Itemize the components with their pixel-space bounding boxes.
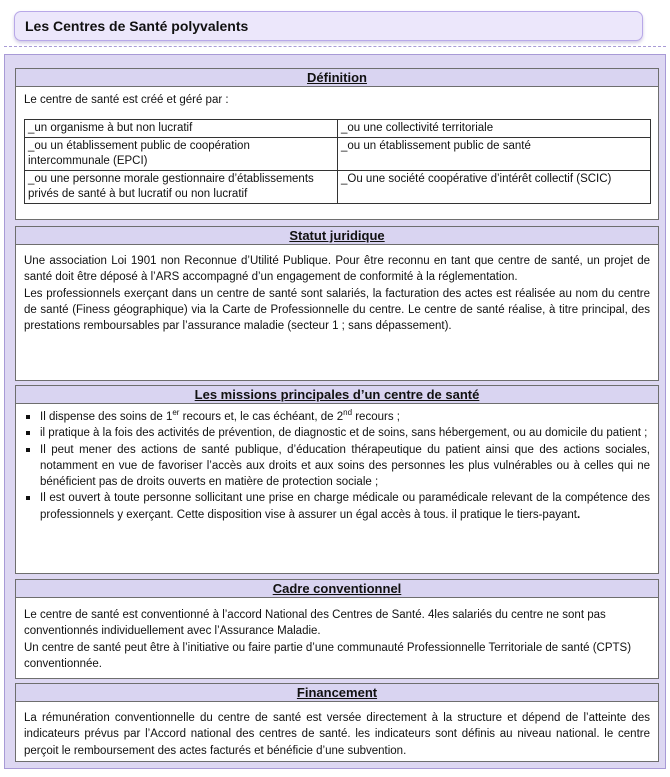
list-item: Il peut mener des actions de santé publique, d’éducation thérapeutique du patient ainsi que des actions sociales, notamment en vue de favoriser l’accès aux droits et aux soins des personnes les plus vulnérables ou à celles qui ne bénéficient pas de droits ouverts en matière de protection sociale ; (24, 442, 650, 491)
section-definition (15, 68, 659, 220)
missions-list-wrap (24, 409, 650, 523)
financement-text (24, 710, 650, 759)
section-header (16, 69, 658, 87)
table-cell: _ou une collectivité territoriale (338, 120, 651, 138)
organism-table (24, 119, 651, 204)
section-heading: Les missions principales d’un centre de santé (194, 387, 480, 402)
dashed-divider (4, 46, 666, 47)
section-heading: Financement (296, 685, 378, 700)
table-cell: _Ou une société coopérative d’intérêt collectif (SCIC) (338, 171, 651, 204)
cadre-paragraph-2: Un centre de santé peut être à l’initiative ou faire partie d’une communauté Professionnelle Territoriale de santé (CPTS) conventionnée. (24, 641, 632, 670)
table-row (25, 171, 651, 204)
missions-list (24, 409, 650, 523)
table-cell: _ou une personne morale gestionnaire d’établissements privés de santé à but lucratif ou non lucratif (25, 171, 338, 204)
section-statut-juridique (15, 226, 659, 381)
section-heading: Statut juridique (289, 228, 385, 243)
cadre-paragraph-1: Le centre de santé est conventionné à l’accord National des Centres de Santé. 4les salariés du centre ne sont pas conventionnés individuellement avec l’Assurance Maladie. (24, 609, 606, 638)
table-row (25, 120, 651, 138)
list-item: Il dispense des soins de 1er recours et, le cas échéant, de 2nd recours ; (24, 409, 650, 425)
page-title-bar (14, 11, 643, 41)
table-row (25, 138, 651, 171)
bullet-icon (26, 448, 30, 452)
cadre-text (24, 607, 650, 672)
list-item: il pratique à la fois des activités de prévention, de diagnostic et de soins, sans hébergement, ou au domicile du patient ; (24, 425, 650, 441)
section-cadre-conventionnel (15, 579, 659, 679)
statut-text (24, 253, 650, 334)
bullet-icon (26, 431, 30, 435)
section-heading: Définition (307, 70, 367, 85)
section-header (16, 684, 658, 702)
table-cell: _ou un établissement public de santé (338, 138, 651, 171)
bullet-icon (26, 415, 30, 419)
statut-paragraph-1: Une association Loi 1901 non Reconnue d’Utilité Publique. Pour être reconnu en tant que centre de santé, un projet de santé doit être déposé à l’ARS accompagné d’un engagement de conformité à la réglementation. (24, 255, 650, 284)
page-title: Les Centres de Santé polyvalents (25, 18, 249, 34)
section-missions (15, 385, 659, 574)
content-frame (4, 54, 666, 769)
section-header (16, 580, 658, 598)
section-header (16, 386, 658, 404)
statut-paragraph-2: Les professionnels exerçant dans un centre de santé sont salariés, la facturation des actes est réalisée au nom du centre de santé (Finess géographique) via la Carte de Professionnelle du centre. Le centre de santé réalise, à titre principal, des prestations remboursables par l’assurance maladie (secteur 1 ; sans dépassement). (24, 287, 650, 333)
section-header (16, 227, 658, 245)
table-cell: _un organisme à but non lucratif (25, 120, 338, 138)
list-item: Il est ouvert à toute personne sollicitant une prise en charge médicale ou paramédicale relevant de la compétence des professionnels y exerçant. Cette disposition vise à assurer un égal accès à tous. il pratique le tiers-payant. (24, 490, 650, 523)
definition-intro: Le centre de santé est créé et géré par : (24, 94, 229, 106)
section-financement (15, 683, 659, 762)
section-heading: Cadre conventionnel (272, 581, 402, 596)
bullet-icon (26, 496, 30, 500)
table-cell: _ou un établissement public de coopération intercommunale (EPCI) (25, 138, 338, 171)
financement-paragraph: La rémunération conventionnelle du centre de santé est versée directement à la structure et dépend de l’atteinte des indicateurs prévus par l’Accord national des centres de santé. les indicateurs sont définis au niveau national. le centre perçoit le remboursement des actes facturés et bénéficie d’une subvention. (24, 712, 650, 757)
